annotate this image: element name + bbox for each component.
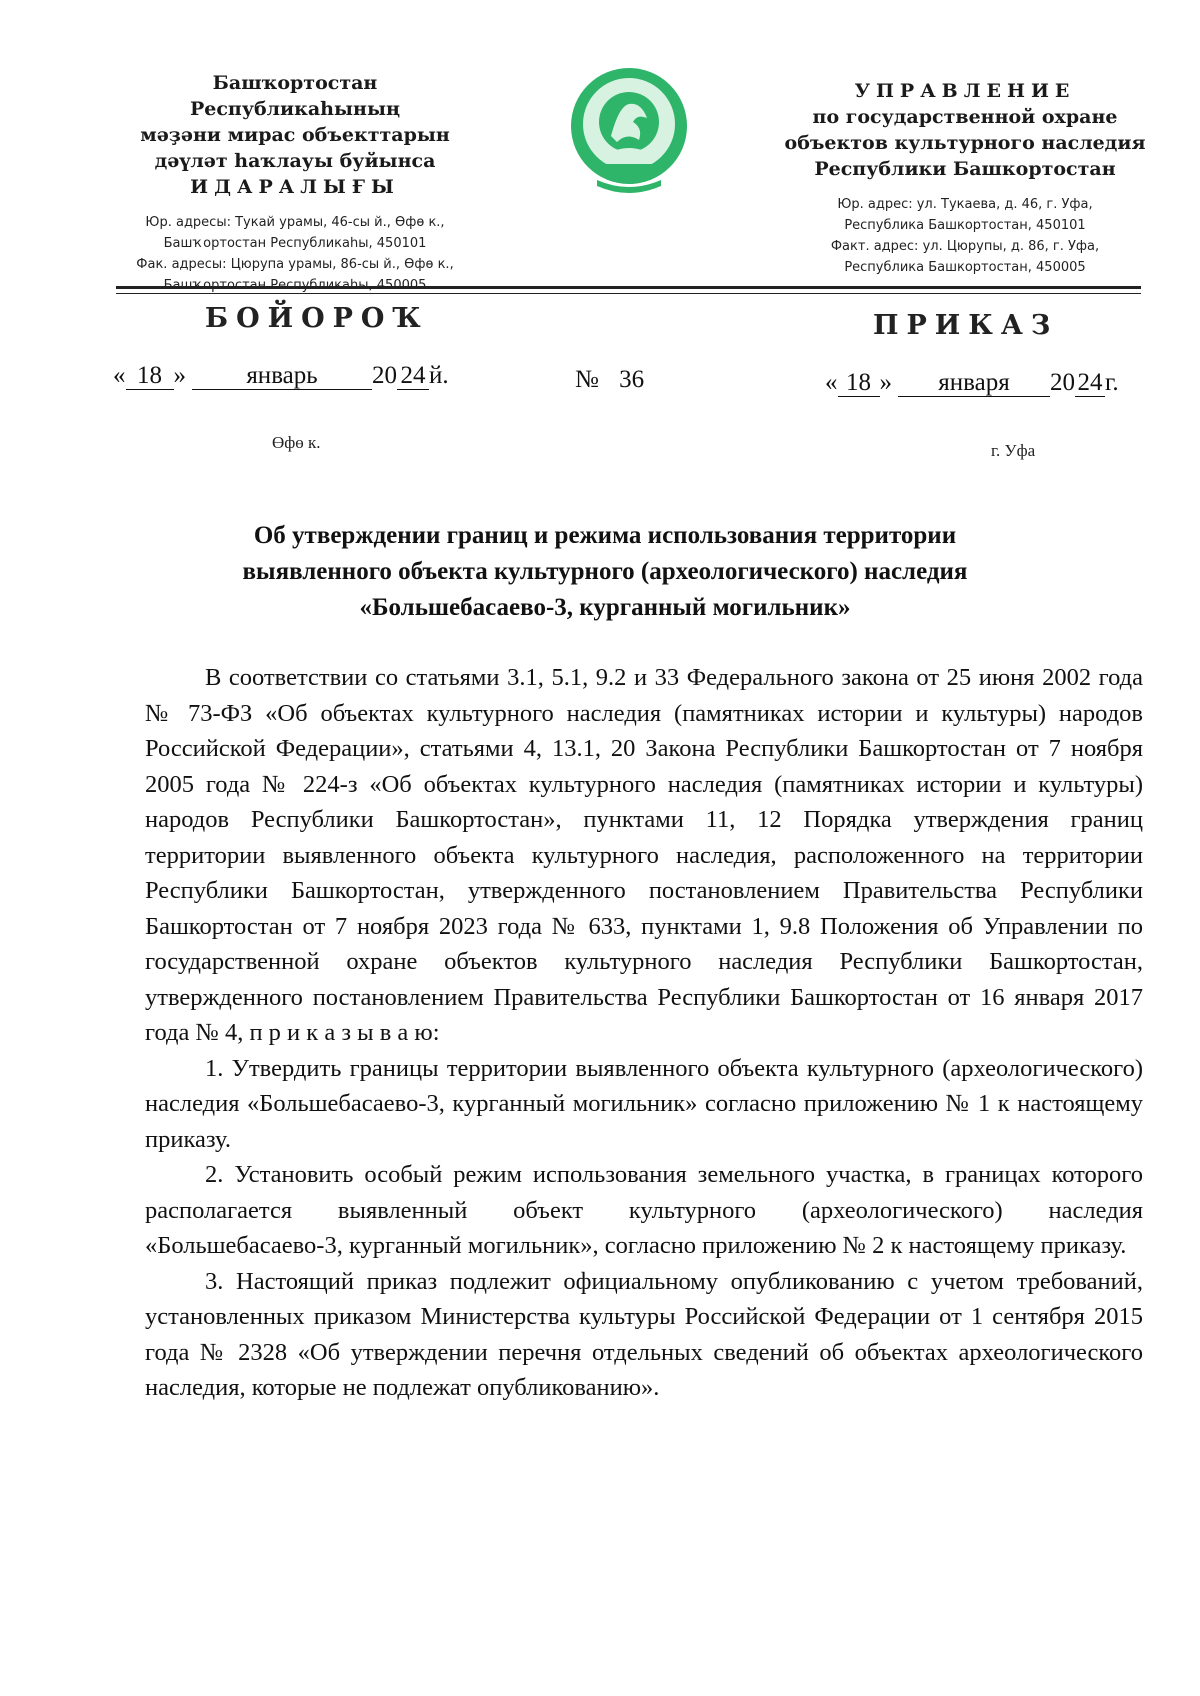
title-line: «Большебасаево-3, курганный могильник»: [359, 594, 851, 621]
doc-type-russian: ПРИКАЗ: [873, 310, 1059, 341]
bashkortostan-emblem-icon: [567, 62, 691, 198]
doc-type-bashkir: БОЙОРОҠ: [205, 303, 429, 334]
address-line: Факт. адрес: ул. Цюрупы, д. 86, г. Уфа,: [830, 239, 1100, 254]
address-line: Башҡортостан Республикаһы, 450101: [163, 236, 427, 251]
date-right: [825, 369, 1119, 397]
org-name-line: дәүләт һаҡлауы буйынса: [154, 150, 436, 172]
org-name-line: ИДАРАЛЫҒЫ: [190, 176, 400, 198]
title-line: Об утверждении границ и режима использования территории: [253, 522, 957, 549]
quote-close: »: [173, 362, 186, 389]
org-name-line: Башҡортостан Республикаһының: [189, 72, 401, 120]
header-divider-thick: [116, 286, 1141, 289]
org-name-line: Республики Башкортостан: [814, 158, 1116, 180]
header-left-bashkir: [105, 70, 485, 296]
year-unit: й.: [429, 362, 449, 389]
body-paragraph-preamble: В соответствии со статьями 3.1, 5.1, 9.2 и 33 Федерального закона от 25 июня 2002 года № 73-ФЗ «Об объектах культурного наследия (памятниках истории и культуры) народов Российской Федерации», статьями 4, 13.1, 20 Закона Республики Башкортостан от 7 ноября 2005 года № 224-з «Об объектах культурного наследия (памятниках истории и культуры) народов Республики Башкортостан», пунктами 11, 12 Порядка утверждения границ территории выявленного объекта культурного наследия, расположенного на территории Республики Башкортостан, утвержденного постановлением Правительства Республики Башкортостан от 7 ноября 2023 года № 633, пунктами 1, 9.8 Положения об Управлении по государственной охране объектов культурного наследия Республики Башкортостан, утвержденного постановлением Правительства Республики Башкортостан от 16 января 2017 года № 4, п р и к а з ы в а ю:: [145, 664, 1143, 1046]
year-suffix: 24: [1075, 370, 1105, 397]
number-sign: №: [575, 366, 599, 393]
year-prefix: 20: [1050, 369, 1075, 396]
org-address: [105, 212, 485, 296]
org-name-line: УПРАВЛЕНИЕ: [854, 80, 1076, 102]
address-line: Фак. адресы: Цюрупа урамы, 86-сы й., Өфө к.,: [136, 257, 454, 272]
org-name-line: мәҙәни мирас объекттарын: [140, 124, 450, 146]
date-left: [113, 362, 449, 390]
document-title: [150, 518, 1060, 626]
document-body: [145, 660, 1143, 1406]
body-paragraph-item-3: 3. Настоящий приказ подлежит официальному опубликованию с учетом требований, установленных приказом Министерства культуры Российской Федерации от 1 сентября 2015 года № 2328 «Об утверждении перечня отдельных сведений об объектах археологического наследия, которые не подлежат опубликованию».: [145, 1267, 1143, 1401]
city-russian: г. Уфа: [991, 441, 1036, 460]
header-divider-thin: [116, 293, 1141, 294]
number-value: 36: [619, 366, 645, 393]
header-right-russian: [770, 78, 1160, 278]
title-line: выявленного объекта культурного (археологического) наследия: [242, 558, 968, 585]
address-line: Республика Башкортостан, 450005: [844, 260, 1086, 275]
address-line: Юр. адресы: Тукай урамы, 46-сы й., Өфө к.,: [145, 215, 445, 230]
quote-close: »: [879, 369, 892, 396]
year-unit: г.: [1105, 369, 1119, 396]
quote-open: «: [825, 369, 838, 396]
year-prefix: 20: [372, 362, 397, 389]
org-address: [770, 194, 1160, 278]
city-bashkir: Өфө к.: [272, 433, 321, 452]
date-day: 18: [838, 370, 880, 397]
date-day: 18: [126, 363, 174, 390]
year-suffix: 24: [397, 363, 429, 390]
address-line: Юр. адрес: ул. Тукаева, д. 46, г. Уфа,: [837, 197, 1093, 212]
org-name-line: объектов культурного наследия: [784, 132, 1146, 154]
document-number: [575, 366, 644, 394]
date-month: января: [898, 370, 1050, 397]
body-paragraph-item-1: 1. Утвердить границы территории выявленного объекта культурного (археологического) наследия «Большебасаево-3, курганный могильник» согласно приложению № 1 к настоящему приказу.: [145, 1054, 1143, 1153]
org-name-line: по государственной охране: [812, 106, 1118, 128]
body-paragraph-item-2: 2. Установить особый режим использования земельного участка, в границах которого располагается выявленный объект культурного (археологического) наследия «Большебасаево-3, курганный могильник», согласно приложению № 2 к настоящему приказу.: [145, 1161, 1143, 1259]
address-line: Республика Башкортостан, 450101: [844, 218, 1086, 233]
date-month: январь: [192, 363, 372, 390]
quote-open: «: [113, 362, 126, 389]
